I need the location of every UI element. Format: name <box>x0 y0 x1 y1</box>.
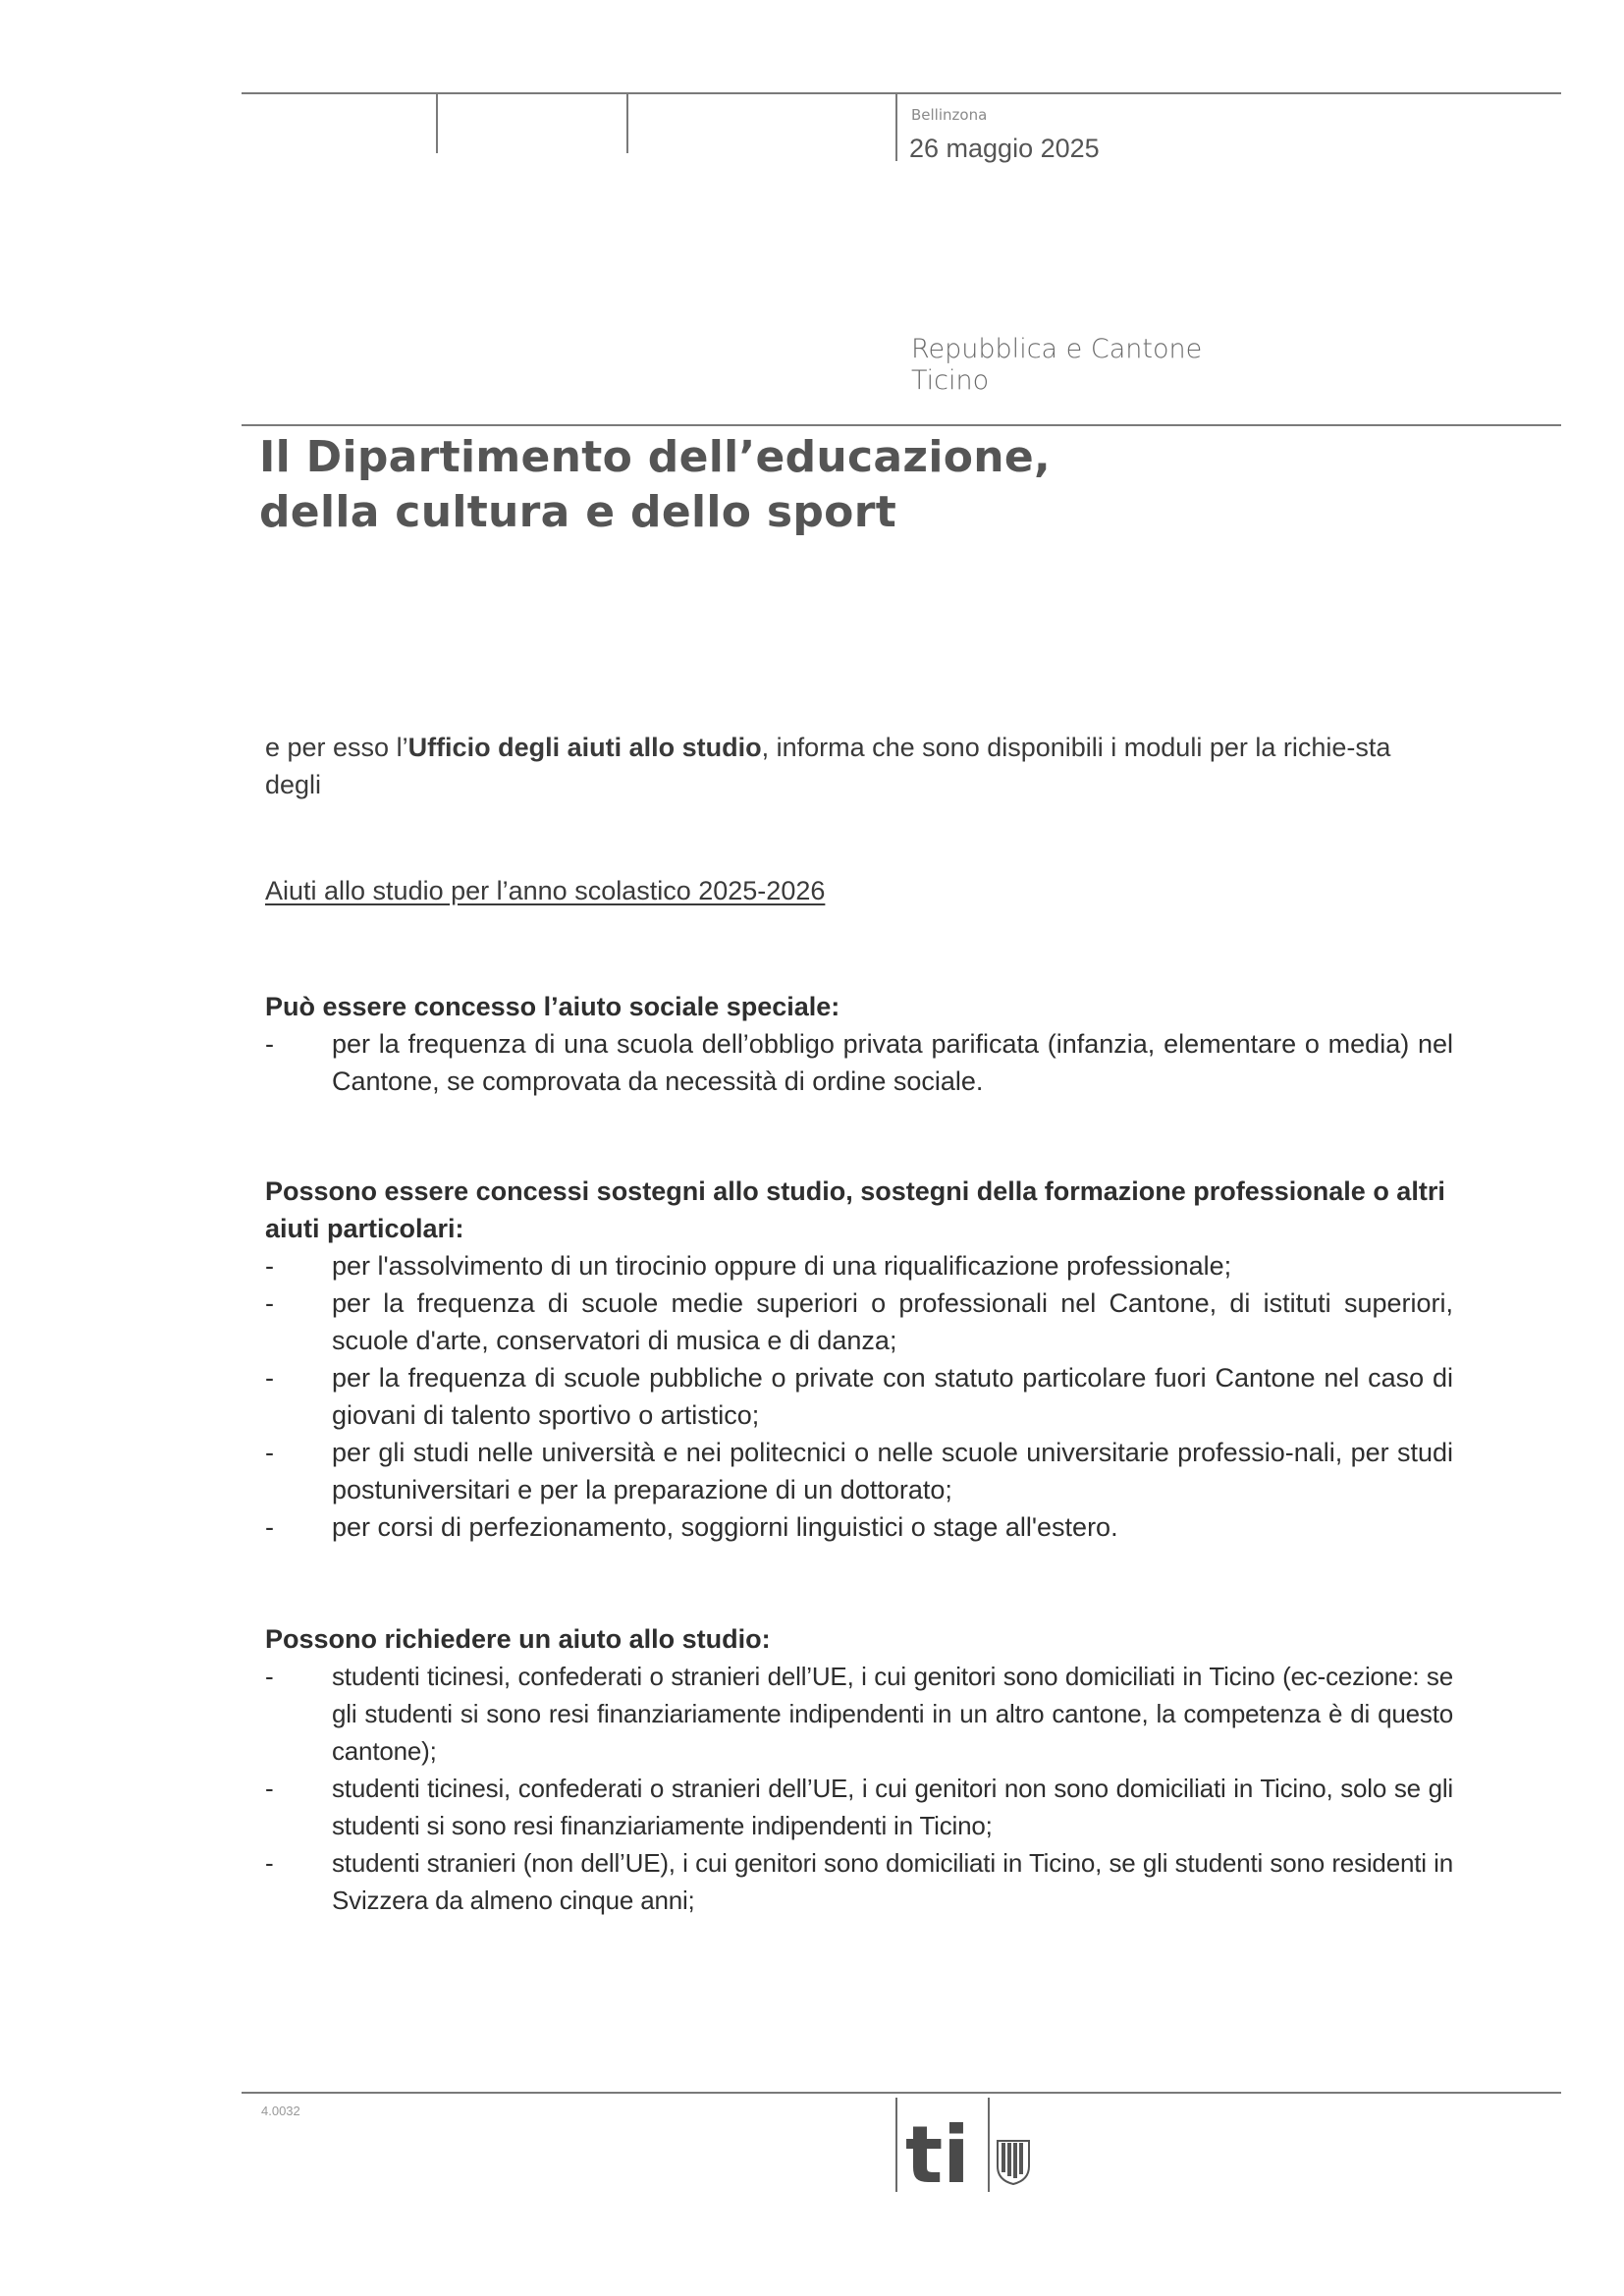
list-item <box>265 1025 1453 1100</box>
section-eligibility <box>265 1620 1453 1919</box>
list-marker: - <box>265 1848 274 1878</box>
list-marker: - <box>265 1662 274 1691</box>
cantonal-shield-icon <box>998 2141 1029 2184</box>
list-item <box>265 1508 1453 1546</box>
office-name: Ufficio degli aiuti allo studio <box>407 733 762 762</box>
list-marker: - <box>265 1512 274 1542</box>
list-item-text: per corsi di perfezionamento, soggiorni linguistici o stage all'estero. <box>332 1512 1118 1542</box>
list-item <box>265 1658 1453 1770</box>
header-divider-3 <box>895 92 897 161</box>
intro-prefix: e per esso l’ <box>265 733 408 762</box>
list-item-text: studenti ticinesi, confederati o stranieri dell’UE, i cui genitori non sono domiciliati in Ticino, solo se gli studenti si sono resi finanziariamente indipendenti in Ticino; <box>332 1774 1453 1840</box>
department-line-1: Il Dipartimento dell’educazione, <box>259 432 1052 482</box>
list-item-text: per la frequenza di una scuola dell’obbligo privata parificata (infanzia, elementare o media) nel Cantone, se comprovata da necessità di ordine sociale. <box>332 1029 1453 1096</box>
canton-rule <box>242 424 1561 426</box>
section-heading: Possono essere concessi sostegni allo studio, sostegni della formazione professionale o altri aiuti particolari: <box>265 1176 1445 1243</box>
department-line-2: della cultura e dello sport <box>259 487 897 537</box>
intro-paragraph <box>265 729 1453 803</box>
list-item <box>265 1247 1453 1285</box>
place: Bellinzona <box>911 106 988 124</box>
section-support-types <box>265 1173 1453 1546</box>
section-heading: Può essere concesso l’aiuto sociale speciale: <box>265 992 840 1021</box>
list-marker: - <box>265 1438 274 1467</box>
logo-text: ti <box>905 2109 970 2192</box>
header-divider-1 <box>436 92 438 153</box>
list-item-text: per la frequenza di scuole pubbliche o private con statuto particolare fuori Cantone nel caso di giovani di talento sportivo o artistico; <box>332 1363 1453 1430</box>
footer-rule <box>242 2092 1561 2094</box>
section-list <box>265 1247 1453 1546</box>
department-title <box>259 430 1051 540</box>
section-list <box>265 1025 1453 1100</box>
list-marker: - <box>265 1363 274 1393</box>
canton-line-1: Repubblica e Cantone <box>911 334 1203 364</box>
header-divider-2 <box>626 92 628 153</box>
document-subtitle: Aiuti allo studio per l’anno scolastico 2025-2026 <box>265 876 826 905</box>
list-item <box>265 1770 1453 1844</box>
header-top-rule <box>242 92 1561 94</box>
list-item <box>265 1844 1453 1919</box>
list-item <box>265 1285 1453 1359</box>
document-date: 26 maggio 2025 <box>909 134 1100 163</box>
list-marker: - <box>265 1288 274 1318</box>
ticino-logo-icon <box>895 2098 1053 2192</box>
list-item-text: per gli studi nelle università e nei politecnici o nelle scuole universitarie professio-nali, per studi postuniversitari e per la preparazione di un dottorato; <box>332 1438 1453 1504</box>
list-marker: - <box>265 1774 274 1803</box>
canton-name <box>911 334 1202 397</box>
section-list <box>265 1658 1453 1919</box>
canton-line-2: Ticino <box>911 365 990 396</box>
section-heading: Possono richiedere un aiuto allo studio: <box>265 1624 771 1654</box>
list-item-text: studenti ticinesi, confederati o stranieri dell’UE, i cui genitori sono domiciliati in Ticino (ec-cezione: se gli studenti si sono resi finanziariamente indipendenti in un altro cantone, la competenza è di questo cantone); <box>332 1662 1453 1766</box>
list-item-text: per la frequenza di scuole medie superiori o professionali nel Cantone, di istituti superiori, scuole d'arte, conservatori di musica e di danza; <box>332 1288 1453 1355</box>
intro-suffix: , informa che sono disponibili i moduli per la richie-sta degli <box>265 733 1391 799</box>
list-item <box>265 1359 1453 1434</box>
section-social-aid <box>265 988 1453 1100</box>
list-marker: - <box>265 1251 274 1281</box>
form-code: 4.0032 <box>261 2104 300 2118</box>
list-item-text: studenti stranieri (non dell’UE), i cui genitori sono domiciliati in Ticino, se gli studenti sono residenti in Svizzera da almeno cinque anni; <box>332 1848 1453 1915</box>
list-marker: - <box>265 1029 274 1059</box>
list-item <box>265 1434 1453 1508</box>
list-item-text: per l'assolvimento di un tirocinio oppure di una riqualificazione professionale; <box>332 1251 1232 1281</box>
